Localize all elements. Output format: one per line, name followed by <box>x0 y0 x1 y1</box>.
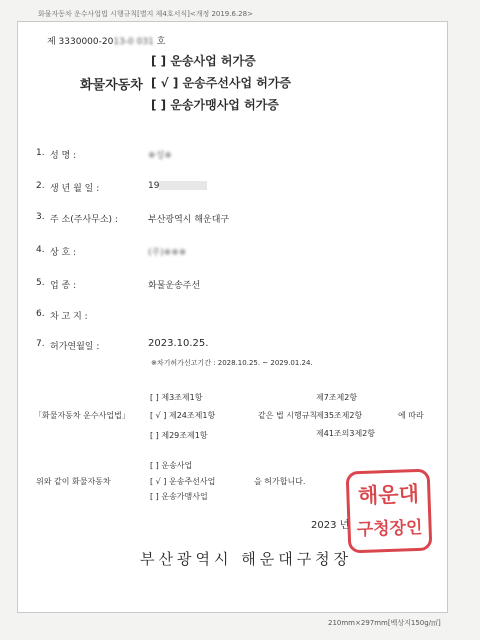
option-label: 운송주선사업 허가증 <box>182 76 292 90</box>
clause-text: 제24조제1항 <box>168 411 216 420</box>
document-number-suffix: 호 <box>156 37 166 47</box>
law-clause-2 <box>150 410 215 421</box>
field-label-business-type: 업 종 : <box>50 281 77 291</box>
cert-title-option-1 <box>151 52 256 69</box>
law-ref-3: 제41조의3제2항 <box>316 429 375 438</box>
checkbox-mark: [ ] <box>150 461 159 470</box>
field-number: 6. <box>36 309 45 319</box>
paper-spec: 210mm×297mm[백상지150g/㎡] <box>328 619 441 627</box>
redaction-block <box>159 181 207 190</box>
law-clause-1 <box>150 392 202 403</box>
seal-text-line-2: 구청장인 <box>356 517 423 541</box>
checkbox-mark: [ ] <box>150 431 159 440</box>
law-name: 「화물자동차 운수사업법」 <box>34 411 130 420</box>
field-value-name: ※성※ <box>148 151 172 161</box>
field-number: 7. <box>36 339 45 349</box>
form-note: 화물자동차 운수사업법 시행규칙[별지 제4호서식]<개정 2019.6.28> <box>38 10 253 18</box>
document-number-masked: 13-0 031 <box>113 37 154 47</box>
issue-date-line: 2023 년 <box>311 520 350 531</box>
official-seal <box>346 469 433 554</box>
cert-title-main-label: 화물자동차 <box>80 78 143 93</box>
field-label-birthdate: 생 년 월 일 : <box>50 184 100 194</box>
law-ref-1: 제7조제2항 <box>316 393 358 402</box>
option-label: 운송사업 허가증 <box>170 54 256 68</box>
permit-intro: 위와 같이 화물자동차 <box>36 477 111 486</box>
field-number: 3. <box>36 212 45 222</box>
checkbox-mark: [ ] <box>151 54 167 68</box>
field-number: 1. <box>36 148 45 158</box>
option-label: 운송가맹사업 허가증 <box>170 98 279 112</box>
field-label-company-name: 상 호 : <box>50 248 77 258</box>
permit-option-3 <box>150 491 208 502</box>
checkbox-mark: [ ] <box>151 98 167 112</box>
document-number <box>47 34 165 47</box>
renewal-period-note: ※차기허가신고기간 : 2028.10.25. ~ 2029.01.24. <box>151 359 313 367</box>
checkbox-mark: [ √ ] <box>150 477 167 486</box>
checkbox-mark: [ ] <box>150 393 159 402</box>
checkbox-mark: [ √ ] <box>151 76 179 90</box>
field-value-business-type: 화물운송주선 <box>148 281 201 291</box>
field-number: 4. <box>36 245 45 255</box>
checkbox-mark: [ √ ] <box>150 411 167 420</box>
field-value-birthdate <box>148 181 207 191</box>
clause-text: 제29조제1항 <box>161 431 208 440</box>
issuer-name: 부산광역시 해운대구청장 <box>140 550 353 568</box>
law-clause-3 <box>150 430 208 441</box>
birthdate-visible-part: 19 <box>148 181 160 191</box>
field-label-garage: 차 고 지 : <box>50 312 88 322</box>
field-value-company-name: (주)※※※ <box>148 248 187 258</box>
law-trailing-text: 에 따라 <box>398 411 424 420</box>
field-label-address: 주 소(주사무소) : <box>50 215 118 225</box>
cert-title-option-3 <box>151 96 279 113</box>
law-ref-2: 제35조제2항 <box>316 411 363 420</box>
permit-option-2 <box>150 476 215 487</box>
field-value-address: 부산광역시 해운대구 <box>148 215 230 225</box>
clause-text: 제3조제1항 <box>161 393 203 402</box>
checkbox-mark: [ ] <box>150 492 159 501</box>
field-value-permit-date: 2023.10.25. <box>148 338 209 349</box>
option-label: 운송주선사업 <box>168 477 216 486</box>
law-middle-text: 같은 법 시행규칙 <box>258 411 318 420</box>
document-number-prefix: 제 3330000-20 <box>47 37 114 47</box>
field-label-name: 성 명 : <box>50 151 77 161</box>
cert-title-option-2 <box>151 74 291 91</box>
field-number: 5. <box>36 278 45 288</box>
option-label: 운송가맹사업 <box>161 492 208 501</box>
permit-option-1 <box>150 460 192 471</box>
seal-text-line-1: 해운대 <box>357 481 420 509</box>
option-label: 운송사업 <box>161 461 193 470</box>
permit-trailing-text: 을 허가합니다. <box>254 477 306 486</box>
field-number: 2. <box>36 181 45 191</box>
field-label-permit-date: 허가연월일 : <box>50 342 100 352</box>
